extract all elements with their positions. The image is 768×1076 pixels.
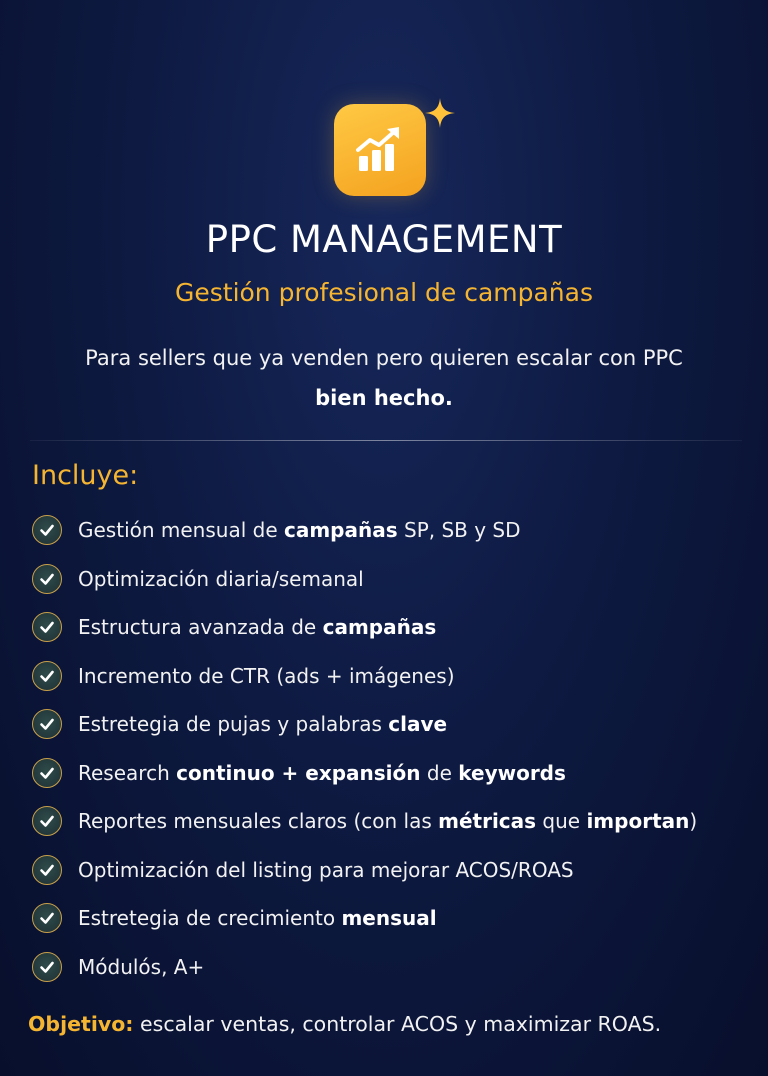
feature-item xyxy=(32,506,752,555)
feature-label: Estretegia de pujas y palabras clave xyxy=(78,712,448,737)
feature-label: Optimización diaria/semanal xyxy=(78,566,364,591)
feature-item xyxy=(32,846,752,895)
check-circle-icon xyxy=(32,952,62,982)
app-logo xyxy=(334,104,428,198)
feature-label: Reportes mensuales claros (con las métricas que importan) xyxy=(78,809,698,834)
feature-item xyxy=(32,749,752,798)
feature-item xyxy=(32,700,752,749)
check-circle-icon xyxy=(32,661,62,691)
check-circle-icon xyxy=(32,564,62,594)
feature-item xyxy=(32,603,752,652)
intro-text xyxy=(40,338,728,418)
check-circle-icon xyxy=(32,758,62,788)
check-circle-icon xyxy=(32,515,62,545)
feature-list xyxy=(32,506,752,991)
feature-item xyxy=(32,555,752,604)
feature-label: Incremento de CTR (ads + imágenes) xyxy=(78,663,455,688)
feature-label: Estructura avanzada de campañas xyxy=(78,615,437,640)
feature-item xyxy=(32,797,752,846)
feature-label: Optimización del listing para mejorar ACOS/ROAS xyxy=(78,857,574,882)
objective-label: Objetivo: xyxy=(28,1012,134,1036)
feature-item xyxy=(32,652,752,701)
feature-item xyxy=(32,894,752,943)
sparkle-icon xyxy=(424,97,456,129)
intro-line: Para sellers que ya venden pero quieren escalar con PPC xyxy=(85,346,683,370)
check-circle-icon xyxy=(32,855,62,885)
feature-item xyxy=(32,943,752,992)
feature-label: Gestión mensual de campañas SP, SB y SD xyxy=(78,518,521,543)
objective-text xyxy=(28,1012,758,1036)
page-title: PPC MANAGEMENT xyxy=(205,218,563,261)
intro-bold: bien hecho. xyxy=(315,386,453,410)
includes-heading: Incluye: xyxy=(32,460,139,491)
check-circle-icon xyxy=(32,806,62,836)
check-circle-icon xyxy=(32,612,62,642)
page-subtitle: Gestión profesional de campañas xyxy=(174,278,593,307)
check-circle-icon xyxy=(32,709,62,739)
feature-label: Estretegia de crecimiento mensual xyxy=(78,906,437,931)
chart-growth-icon xyxy=(334,104,426,196)
feature-label: Módulós, A+ xyxy=(78,954,205,979)
divider xyxy=(30,440,742,441)
objective-body: escalar ventas, controlar ACOS y maximizar ROAS. xyxy=(133,1012,662,1036)
feature-label: Research continuo + expansión de keywords xyxy=(78,760,566,785)
check-circle-icon xyxy=(32,903,62,933)
